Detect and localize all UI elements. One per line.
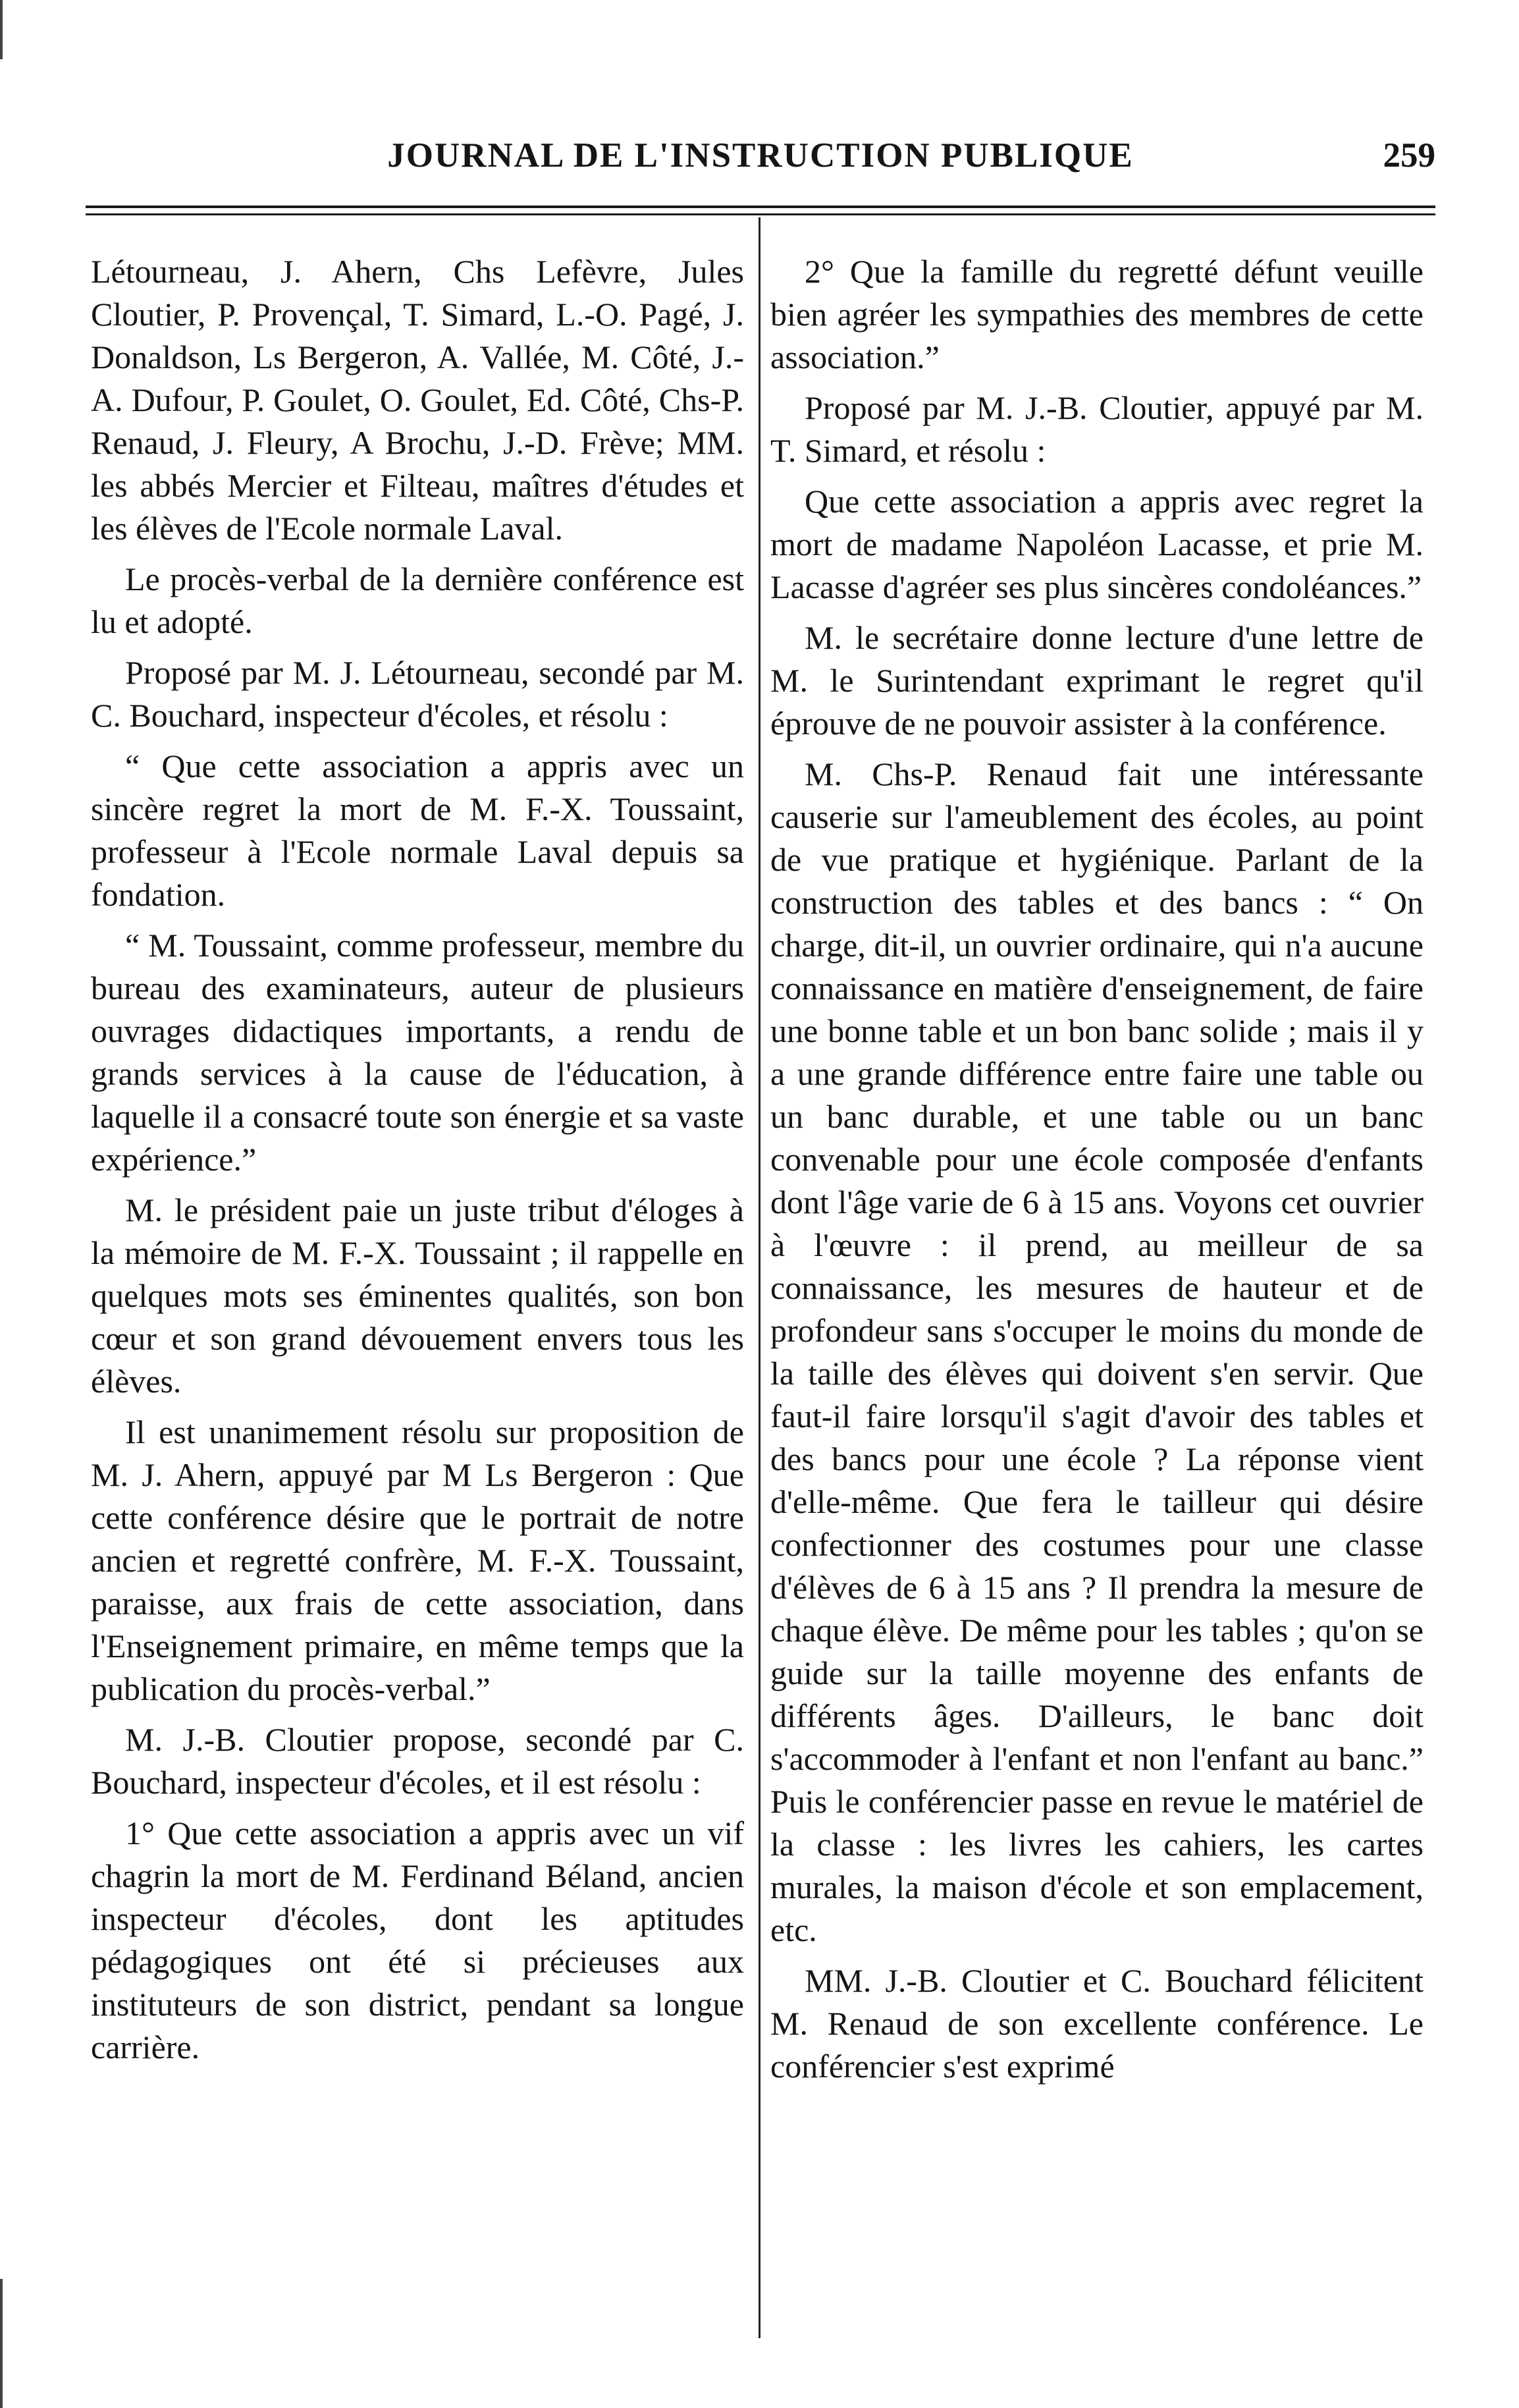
paragraph: M. J.-B. Cloutier propose, secondé par C. Bouchard, inspecteur d'écoles, et il est résolu : — [91, 1721, 744, 1801]
paragraph: M. Chs-P. Renaud fait une intéressante causerie sur l'ameublement des écoles, au point de vue pratique et hygiénique. Parlant de la construction des tables et des bancs : “ On charge, dit-il, un ouvrier ordinaire, qui n'a aucune connaissance en matière d'enseignement, de faire une bonne table et un bon banc solide ; mais il y a une grande différence entre faire une table ou un banc durable, et une table ou un banc convenable pour une école composée d'enfants dont l'âge varie de 6 à 15 ans. Voyons cet ouvrier à l'œuvre : il prend, au meilleur de sa connaissance, les mesures de hauteur et de profondeur sans s'occuper le moins du monde de la taille des élèves qui doivent s'en servir. Que faut-il faire lorsqu'il s'agit d'avoir des tables et des bancs pour une école ? La réponse vient d'elle-même. Que fera le tailleur qui désire confectionner des costumes pour une classe d'élèves de 6 à 15 ans ? Il prendra la mesure de chaque élève. De même pour les tables ; qu'on se guide sur la taille moyenne des enfants de différents âges. D'ailleurs, le banc doit s'accommoder à l'enfant et non l'enfant au banc.” Puis le conférencier passe en revue le matériel de la classe : les livres les cahiers, les cartes murales, la maison d'école et son emplacement, etc. — [770, 755, 1424, 1948]
paragraph: 1° Que cette association a appris avec un vif chagrin la mort de M. Ferdinand Béland, ancien inspecteur d'écoles, dont les aptitudes pédagogiques ont été si précieuses aux instituteurs de son district, pendant sa longue carrière. — [91, 1815, 744, 2066]
paragraph: M. le président paie un juste tribut d'éloges à la mémoire de M. F.-X. Toussaint ; il rappelle en quelques mots ses éminentes qualités, son bon cœur et son grand dévouement envers tous les élèves. — [91, 1191, 744, 1400]
page-header — [86, 129, 1435, 182]
paragraph: Le procès-verbal de la dernière conférence est lu et adopté. — [91, 561, 744, 640]
paragraph: Il est unanimement résolu sur proposition de M. J. Ahern, appuyé par M Ls Bergeron : Que cette conférence désire que le portrait de notre ancien et regretté confrère, M. F.-X. Toussaint, paraisse, aux frais de cette association, dans l'Enseignement primaire, en même temps que la publication du procès-verbal.” — [91, 1413, 744, 1707]
scan-edge-mark — [0, 0, 3, 59]
running-title: JOURNAL DE L'INSTRUCTION PUBLIQUE — [387, 136, 1134, 175]
scan-edge-mark — [0, 2279, 3, 2408]
paragraph: Que cette association a appris avec regret la mort de madame Napoléon Lacasse, et prie M. Lacasse d'agréer ses plus sincères condoléances.” — [770, 483, 1424, 605]
paragraph: Proposé par M. J.-B. Cloutier, appuyé par M. T. Simard, et résolu : — [770, 389, 1424, 469]
paragraph: Proposé par M. J. Létourneau, secondé par M. C. Bouchard, inspecteur d'écoles, et résolu : — [91, 654, 744, 734]
paragraph: “ Que cette association a appris avec un sincère regret la mort de M. F.-X. Toussaint, professeur à l'Ecole normale Laval depuis sa fondation. — [91, 748, 744, 913]
paragraph: MM. J.-B. Cloutier et C. Bouchard félicitent M. Renaud de son excellente conférence. Le conférencier s'est exprimé — [770, 1962, 1424, 2085]
paragraph: Létourneau, J. Ahern, Chs Lefèvre, Jules Cloutier, P. Provençal, T. Simard, L.-O. Pagé, J. Donaldson, Ls Bergeron, A. Vallée, M. Côté, J.-A. Dufour, P. Goulet, O. Goulet, Ed. Côté, Chs-P. Renaud, J. Fleury, A Brochu, J.-D. Frève; MM. les abbés Mercier et Filteau, maîtres d'études et les élèves de l'Ecole normale Laval. — [91, 253, 744, 547]
header-rule — [86, 213, 1435, 215]
paragraph: 2° Que la famille du regretté défunt veuille bien agréer les sympathies des membres de cette association.” — [770, 253, 1424, 375]
column-divider — [759, 217, 760, 2338]
paragraph: “ M. Toussaint, comme professeur, membre du bureau des examinateurs, auteur de plusieurs ouvrages didactiques importants, a rendu de grands services à la cause de l'éducation, à laquelle il a consacré toute son énergie et sa vaste expérience.” — [91, 927, 744, 1178]
left-column — [91, 250, 744, 2077]
paragraph: M. le secrétaire donne lecture d'une lettre de M. le Surintendant exprimant le regret qu'il éprouve de ne pouvoir assister à la conférence. — [770, 619, 1424, 742]
right-column — [770, 250, 1424, 2096]
header-rule — [86, 205, 1435, 208]
page-number: 259 — [1383, 136, 1435, 175]
